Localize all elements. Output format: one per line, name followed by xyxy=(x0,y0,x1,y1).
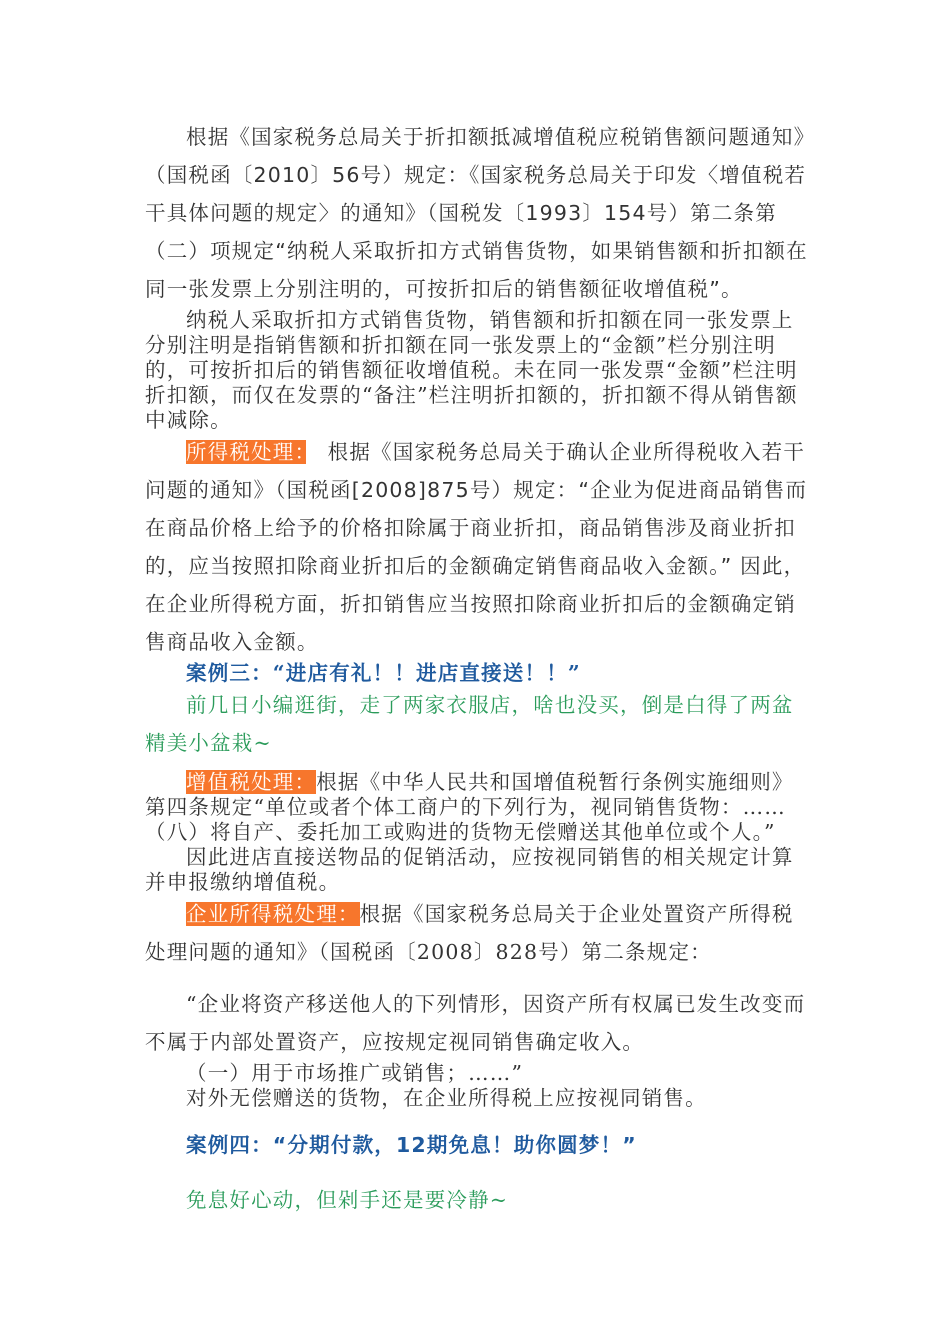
case-three-intro: 前几日小编逛街，走了两家衣服店，啥也没买，倒是白得了两盆精美小盆栽~ xyxy=(145,693,794,755)
paragraph-asset-transfer-quote: “企业将资产移送他人的下列情形，因资产所有权属已发生改变而不属于内部处置资产，应按规定视同销售确定收入。 xyxy=(145,992,806,1054)
paragraph-income-tax-discount xyxy=(145,433,813,661)
case-four-title: 案例四：“分期付款，12期免息！助你圆梦！” xyxy=(186,1133,637,1157)
paragraph-text: 根据《国家税务总局关于企业处置资产所得税处理问题的通知》（国税函〔2008〕828号）第二条规定： xyxy=(145,902,794,964)
case-three-title: 案例三：“进店有礼！！进店直接送！！” xyxy=(186,661,581,685)
paragraph-market-promotion: （一）用于市场推广或销售；……” xyxy=(186,1061,524,1085)
paragraph-corporate-income-tax xyxy=(145,895,813,971)
paragraph-invoice-amount-rule: 纳税人采取折扣方式销售货物，销售额和折扣额在同一张发票上分别注明是指销售额和折扣额在同一张发票上的“金额”栏分别注明的，可按折扣后的销售额征收增值税。未在同一张发票“金额”栏注明折扣额，而仅在发票的“备注”栏注明折扣额的，折扣额不得从销售额中减除。 xyxy=(145,308,798,432)
paragraph-vat-deemed-sale xyxy=(145,770,813,845)
highlight-label-corporate-income-tax: 企业所得税处理： xyxy=(186,902,360,926)
paragraph-free-gift-conclusion: 对外无偿赠送的货物，在企业所得税上应按视同销售。 xyxy=(186,1086,707,1110)
document-body xyxy=(145,118,813,1213)
highlight-label-vat: 增值税处理： xyxy=(186,770,317,794)
paragraph-text: 根据《中华人民共和国增值税暂行条例实施细则》第四条规定“单位或者个体工商户的下列行为，视同销售货物：……（八）将自产、委托加工或购进的货物无偿赠送其他单位或个人。” xyxy=(145,770,794,844)
case-four-intro: 免息好心动，但剁手还是要冷静~ xyxy=(186,1188,509,1212)
paragraph-vat-conclusion: 因此进店直接送物品的促销活动，应按视同销售的相关规定计算并申报缴纳增值税。 xyxy=(145,845,794,894)
paragraph-vat-discount-rule: 根据《国家税务总局关于折扣额抵减增值税应税销售额问题通知》（国税函〔2010〕56号）规定：《国家税务总局关于印发〈增值税若干具体问题的规定〉的通知》（国税发〔1993〕154号）第二条第（二）项规定“纳税人采取折扣方式销售货物，如果销售额和折扣额在同一张发票上分别注明的，可按折扣后的销售额征收增值税”。 xyxy=(145,125,808,301)
highlight-label-income-tax: 所得税处理： xyxy=(186,440,306,464)
paragraph-text: 根据《国家税务总局关于确认企业所得税收入若干问题的通知》（国税函[2008]875号）规定：“企业为促进商品销售而在商品价格上给予的价格扣除属于商业折扣，商品销售涉及商业折扣的，应当按照扣除商业折扣后的金额确定销售商品收入金额。” 因此，在企业所得税方面，折扣销售应当按照扣除商业折扣后的金额确定销售商品收入金额。 xyxy=(145,440,808,654)
